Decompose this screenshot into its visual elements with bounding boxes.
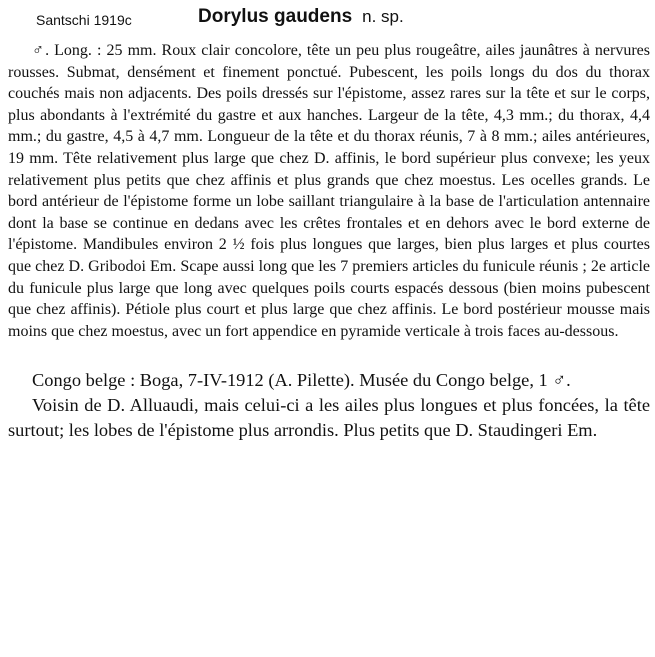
locality-paragraph: Congo belge : Boga, 7-IV-1912 (A. Pilette). Musée du Congo belge, 1 ♂. <box>32 370 571 391</box>
remarks-paragraph: Voisin de D. Alluaudi, mais celui-ci a les ailes plus longues et plus foncées, la tête surtout; les lobes de l'épistome plus arrondis. Plus petits que D. Staudingeri Em. <box>8 394 650 440</box>
reference-label: Santschi 1919c <box>36 12 132 28</box>
document-body <box>8 40 650 442</box>
document-header <box>36 6 646 36</box>
description-paragraph: ♂. Long. : 25 mm. Roux clair concolore, tête un peu plus rougeâtre, ailes jaunâtres à nervures rousses. Submat, densément et finement ponctué. Pubescent, les poils longs du dos du thorax couchés mais non adjacents. Des poils dressés sur l'épistome, assez rares sur la tête et sur le corps, plus abondants à l'extrémité du gastre et aux hanches. Largeur de la tête, 4,3 mm.; du thorax, 4,4 mm.; du gastre, 4,5 à 4,7 mm. Longueur de la tête et du thorax réunis, 7 à 8 mm.; ailes antérieures, 19 mm. Tête relativement plus large que chez D. affinis, le bord supérieur plus convexe; les yeux relativement plus petits que chez affinis et plus grands que chez moestus. Les ocelles grands. Le bord antérieur de l'épistome forme un lobe saillant triangulaire à la base de l'articulation antennaire dont la base se continue en dedans avec les crêtes frontales et en dehors avec le bord externe de l'épistome. Mandibules environ 2 ½ fois plus longues que larges, bien plus larges et plus courtes que chez D. Gribodoi Em. Scape aussi long que les 7 premiers articles du funicule réunis ; 2e article du funicule plus large que long avec quelques poils courts espacés dessous (bien moins pubescent que chez affinis). Pétiole plus court et plus large que chez affinis. Le bord postérieur mousse mais moins que chez moestus, avec un fort appendice en pyramide verticale à trois faces au-dessous. <box>8 42 650 340</box>
species-status: n. sp. <box>362 7 404 26</box>
paragraph-gap <box>8 342 650 368</box>
species-title <box>198 6 404 28</box>
species-name: Dorylus gaudens <box>198 6 353 27</box>
